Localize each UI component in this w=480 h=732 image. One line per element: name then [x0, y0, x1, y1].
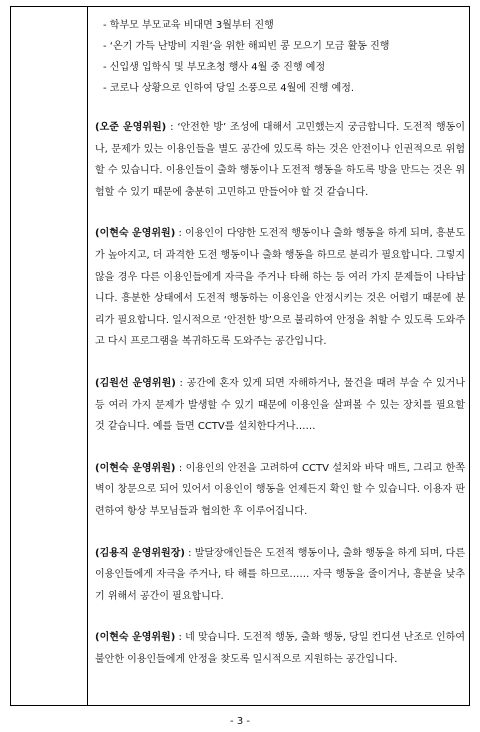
speaker-name: (김용직 운영위원장) — [95, 547, 185, 559]
speaker-name: (김원선 운영위원) — [95, 377, 176, 389]
speaker-remark: : 네 맞습니다. 도전적 행동, 출화 행동, 당일 컨디션 난조로 인하여 불안한 이용인들에게 안정을 찾도록 일시적으로 지원하는 공간입니다. — [95, 632, 465, 665]
speaker-remark: : 발달장애인들은 도전적 행동이나, 출화 행동을 하게 되며, 다른 이용인들에게 자극을 주거나, 타 해를 하므로…… 자극 행동을 줄이거나, 흥분을 낮추기 위해서 공간이 필요합니다. — [95, 547, 465, 602]
discussion-paragraph — [95, 117, 465, 203]
column-divider — [87, 7, 88, 705]
speaker-name: (이현숙 운영위원) — [95, 462, 176, 474]
minutes-table — [10, 6, 470, 706]
speaker-remark: : 공간에 혼자 있게 되면 자해하거나, 물건을 때려 부술 수 있거나 등 여러 가지 문제가 발생할 수 있기 때문에 이용인을 살펴볼 수 있는 장치를 필요할 것 같습니다. 예를 들면 CCTV를 설치한다거나…… — [95, 377, 465, 433]
agenda-bullets — [95, 15, 465, 99]
discussion-paragraph — [95, 373, 465, 438]
speaker-name: (이현숙 운영위원) — [95, 228, 176, 240]
bullet-item: - 코로나 상황으로 인하여 당일 소풍으로 4월에 진행 예정. — [103, 83, 355, 94]
discussion-paragraph — [95, 223, 465, 353]
bullet-item: - 학부모 부모교육 비대면 3월부터 진행 — [103, 20, 274, 31]
minutes-content — [95, 15, 465, 670]
speaker-remark: : 이용인의 안전을 고려하여 CCTV 설치와 바닥 매트, 그리고 한쪽 벽이 창문으로 되어 있어서 이용인이 행동을 언제든지 확인 할 수 있습니다. 이용자 판련하여 항상 부모님들과 협의한 후 이루어집니다. — [95, 462, 465, 517]
speaker-name: (오준 운영위원) — [95, 122, 167, 133]
speaker-remark: : ‘안전한 방’ 조성에 대해서 고민했는지 궁금합니다. 도전적 행동이나, 문제가 있는 이용인들을 별도 공간에 있도록 하는 것은 안전이나 인권적으로 위험 할 수 있습니다. 이용인들이 출화 행동이나 도전적 행동을 하도록 방을 만드는 것은 위험할 수 있기 때문에 충분히 고민하고 만들어야 할 것 같습니다. — [95, 122, 465, 198]
speaker-name: (이현숙 운영위원) — [95, 632, 176, 644]
discussion-paragraph — [95, 458, 465, 523]
bullet-item: - 신입생 입학식 및 부모초청 행사 4월 중 진행 예정 — [103, 62, 326, 73]
bullet-item: - ‘온기 가득 난방비 지원’을 위한 해피빈 콩 모으기 모금 활동 진행 — [103, 41, 390, 52]
speaker-remark: : 이용인이 다양한 도전적 행동이나 출화 행동을 하게 되며, 흥분도가 높아지고, 더 과격한 도전 행동이나 출화 행동을 하므로 분리가 필요합니다. 그렇지 않을 경우 다른 이용인들에게 자극을 주거나 타해 하는 등 여러 가지 문제들이 나타납니다. 흥분한 상태에서 도전적 행동하는 이용인을 안정시키는 것은 어렵기 때문에 분리가 필요합니다. 일시적으로 ‘안전한 방’으로 불리하여 안정을 취할 수 있도록 도와주고 다시 프로그램을 복귀하도록 도와주는 공간입니다. — [95, 228, 465, 348]
discussion-paragraph — [95, 543, 465, 608]
page-number: - 3 - — [230, 716, 250, 727]
discussion-paragraph — [95, 627, 465, 670]
